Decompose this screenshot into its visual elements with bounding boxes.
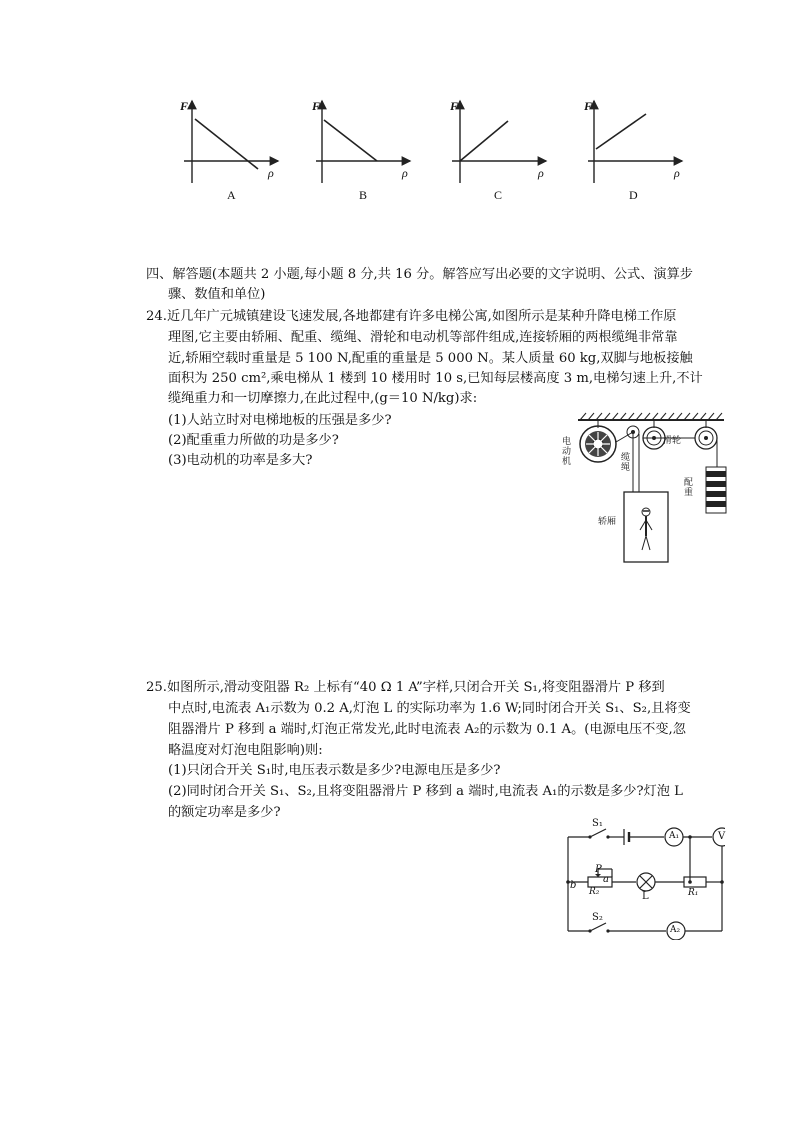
label-l: L <box>642 891 649 902</box>
q24-line: 面积为 250 cm²,乘电梯从 1 楼到 10 楼用时 10 s,已知每层楼高度 3 m,电梯匀速上升,不计 <box>168 371 703 386</box>
q24-sub-3: (3)电动机的功率是多大? <box>168 453 313 468</box>
q25-sub-2-cont: 的额定功率是多少? <box>168 805 281 820</box>
label-s1: S₁ <box>592 818 603 829</box>
section4-heading-line1: 四、解答题(本题共 2 小题,每小题 8 分,共 16 分。解答应写出必要的文字说明、公式、演算步 <box>146 267 693 282</box>
motor-wheel <box>580 420 616 462</box>
label-b: b <box>570 880 577 891</box>
axis-f-b: F <box>312 99 321 113</box>
q25-line: 25.如图所示,滑动变阻器 R₂ 上标有“40 Ω 1 A”字样,只闭合开关 S₁,将变阻器滑片 P 移到 <box>146 680 665 695</box>
elevator-car <box>624 492 668 562</box>
label-v: V <box>718 831 726 842</box>
pulley-2 <box>695 420 717 449</box>
axis-f-d: F <box>584 99 593 113</box>
graph-a <box>184 101 278 183</box>
q25-line: 中点时,电流表 A₁示数为 0.2 A,灯泡 L 的实际功率为 1.6 W;同时闭合开关 S₁、S₂,且将变 <box>168 701 691 716</box>
q24-line: 24.近几年广元城镇建设飞速发展,各地都建有许多电梯公寓,如图所示是某种升降电梯工作原 <box>146 309 677 324</box>
axis-rho-c: ρ <box>538 166 544 180</box>
q24-line: 理图,它主要由轿厢、配重、缆绳、滑轮和电动机等部件组成,连接轿厢的两根缆绳非常靠 <box>168 330 678 345</box>
axis-rho-b: ρ <box>402 166 408 180</box>
counterweight <box>706 467 726 513</box>
q24-sub-2: (2)配重重力所做的功是多少? <box>168 433 339 448</box>
circuit-diagram <box>560 815 725 940</box>
label-pulley: 滑轮 <box>663 435 682 445</box>
label-counterweight: 配重 <box>684 477 694 497</box>
q24-sub-1: (1)人站立时对电梯地板的压强是多少? <box>168 413 392 428</box>
q25-line: 阻器滑片 P 移到 a 端时,灯泡正常发光,此时电流表 A₂的示数为 0.1 A。(电源电压不变,忽 <box>168 722 686 737</box>
q25-line: 略温度对灯泡电阻影响)则: <box>168 743 323 758</box>
option-a-label: A <box>227 188 236 202</box>
q25-sub-2: (2)同时闭合开关 S₁、S₂,且将变阻器滑片 P 移到 a 端时,电流表 A₁的示数是多少?灯泡 L <box>168 784 683 799</box>
label-p: P <box>595 864 602 875</box>
option-c-label: C <box>494 188 503 202</box>
graph-b <box>316 101 410 183</box>
elevator-figure <box>558 412 728 572</box>
pulley-1 <box>643 420 665 449</box>
q24-line: 近,轿厢空载时重量是 5 100 N,配重的重量是 5 000 N。某人质量 60 kg,双脚与地板接触 <box>168 351 693 366</box>
label-r2: R₂ <box>589 887 600 897</box>
axis-rho-d: ρ <box>674 166 680 180</box>
axis-rho-a: ρ <box>268 166 274 180</box>
section4-heading-line2: 骤、数值和单位) <box>168 287 266 302</box>
label-a: a <box>603 874 609 885</box>
q25-sub-1: (1)只闭合开关 S₁时,电压表示数是多少?电源电压是多少? <box>168 763 501 778</box>
option-d-label: D <box>629 188 638 202</box>
graph-d <box>588 101 682 183</box>
option-b-label: B <box>359 188 368 202</box>
label-a2: A₂ <box>670 925 681 935</box>
label-r1: R₁ <box>688 888 699 898</box>
label-cable: 缆绳 <box>621 452 631 472</box>
label-s2: S₂ <box>592 912 603 923</box>
axis-f-c: F <box>450 99 459 113</box>
q24-line: 缆绳重力和一切摩擦力,在此过程中,(g＝10 N/kg)求: <box>168 391 478 406</box>
label-car: 轿厢 <box>598 516 617 526</box>
label-a1: A₁ <box>669 831 680 841</box>
graph-c <box>452 101 546 183</box>
axis-f-a: F <box>180 99 189 113</box>
label-motor: 电动机 <box>562 436 572 466</box>
